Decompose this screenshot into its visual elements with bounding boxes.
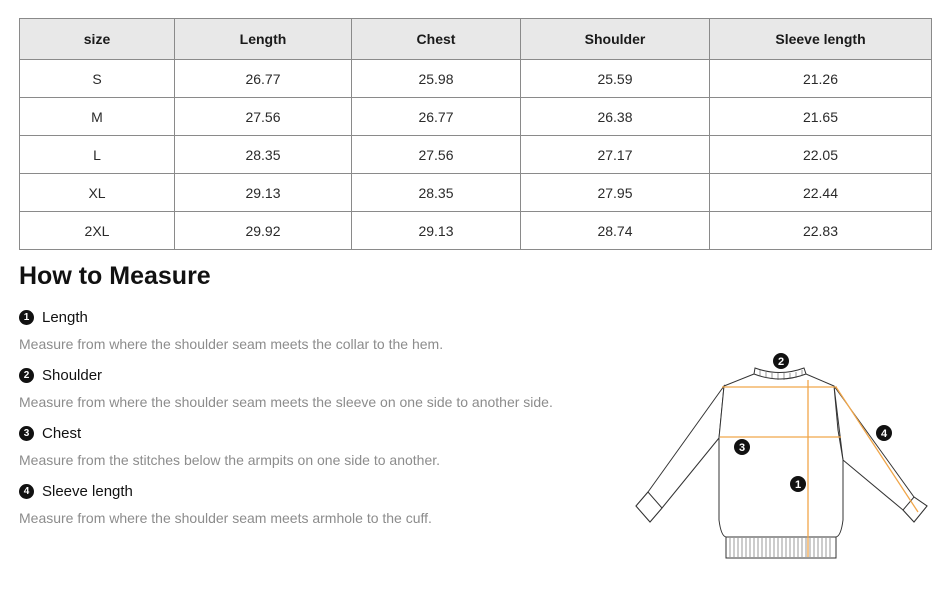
- table-header-row: [20, 19, 932, 60]
- svg-text:2: 2: [777, 356, 785, 368]
- table-row: [20, 98, 932, 136]
- measure-item-label: Chest: [42, 424, 82, 442]
- header-shoulder: Shoulder: [521, 19, 710, 60]
- cell-length: 29.13: [175, 174, 352, 212]
- cell-size: XL: [20, 174, 175, 212]
- svg-text:1: 1: [794, 479, 802, 491]
- table-row: [20, 174, 932, 212]
- measure-item-description: Measure from where the shoulder seam meets the sleeve on one side to another side.: [19, 394, 553, 410]
- cell-sleeve-length: 22.83: [710, 212, 932, 250]
- number-one-icon: 1: [19, 310, 34, 325]
- header-chest: Chest: [352, 19, 521, 60]
- cell-size: S: [20, 60, 175, 98]
- cell-chest: 29.13: [352, 212, 521, 250]
- measure-item-description: Measure from where the shoulder seam meets the collar to the hem.: [19, 336, 444, 352]
- header-length: Length: [175, 19, 352, 60]
- cell-length: 27.56: [175, 98, 352, 136]
- table-row: [20, 136, 932, 174]
- measure-item-description: Measure from where the shoulder seam meets armhole to the cuff.: [19, 510, 432, 526]
- cell-sleeve-length: 21.65: [710, 98, 932, 136]
- cell-length: 26.77: [175, 60, 352, 98]
- cell-chest: 25.98: [352, 60, 521, 98]
- cell-sleeve-length: 22.44: [710, 174, 932, 212]
- cell-shoulder: 27.17: [521, 136, 710, 174]
- marker-sleeve-icon: [876, 425, 892, 441]
- svg-text:3: 3: [738, 442, 746, 454]
- cell-shoulder: 26.38: [521, 98, 710, 136]
- measure-item-description: Measure from the stitches below the armpits on one side to another.: [19, 452, 441, 468]
- measure-item-sleeve-length: [19, 481, 432, 526]
- cell-sleeve-length: 22.05: [710, 136, 932, 174]
- measure-item-chest: [19, 423, 440, 468]
- cell-shoulder: 28.74: [521, 212, 710, 250]
- measure-item-label: Length: [42, 308, 88, 326]
- cell-chest: 26.77: [352, 98, 521, 136]
- cell-chest: 27.56: [352, 136, 521, 174]
- size-chart-table: [19, 18, 932, 250]
- cell-sleeve-length: 21.26: [710, 60, 932, 98]
- cell-size: L: [20, 136, 175, 174]
- how-to-measure-title: How to Measure: [19, 262, 211, 290]
- marker-shoulder-icon: [773, 353, 789, 369]
- cell-size: M: [20, 98, 175, 136]
- header-size: size: [20, 19, 175, 60]
- marker-chest-icon: [734, 439, 750, 455]
- table-row: [20, 60, 932, 98]
- marker-length-icon: [790, 476, 806, 492]
- number-two-icon: 2: [19, 368, 34, 383]
- measure-item-label: Shoulder: [42, 366, 103, 384]
- cell-shoulder: 27.95: [521, 174, 710, 212]
- cell-length: 28.35: [175, 136, 352, 174]
- number-three-icon: 3: [19, 426, 34, 441]
- cell-size: 2XL: [20, 212, 175, 250]
- cell-chest: 28.35: [352, 174, 521, 212]
- measure-item-shoulder: [19, 365, 553, 410]
- svg-text:4: 4: [880, 428, 888, 440]
- cell-length: 29.92: [175, 212, 352, 250]
- measure-item-label: Sleeve length: [42, 482, 133, 500]
- measure-item-length: [19, 307, 443, 352]
- sweater-diagram: [630, 350, 930, 565]
- header-sleeve-length: Sleeve length: [710, 19, 932, 60]
- table-row: [20, 212, 932, 250]
- sweater-outline: [636, 368, 927, 558]
- number-four-icon: 4: [19, 484, 34, 499]
- cell-shoulder: 25.59: [521, 60, 710, 98]
